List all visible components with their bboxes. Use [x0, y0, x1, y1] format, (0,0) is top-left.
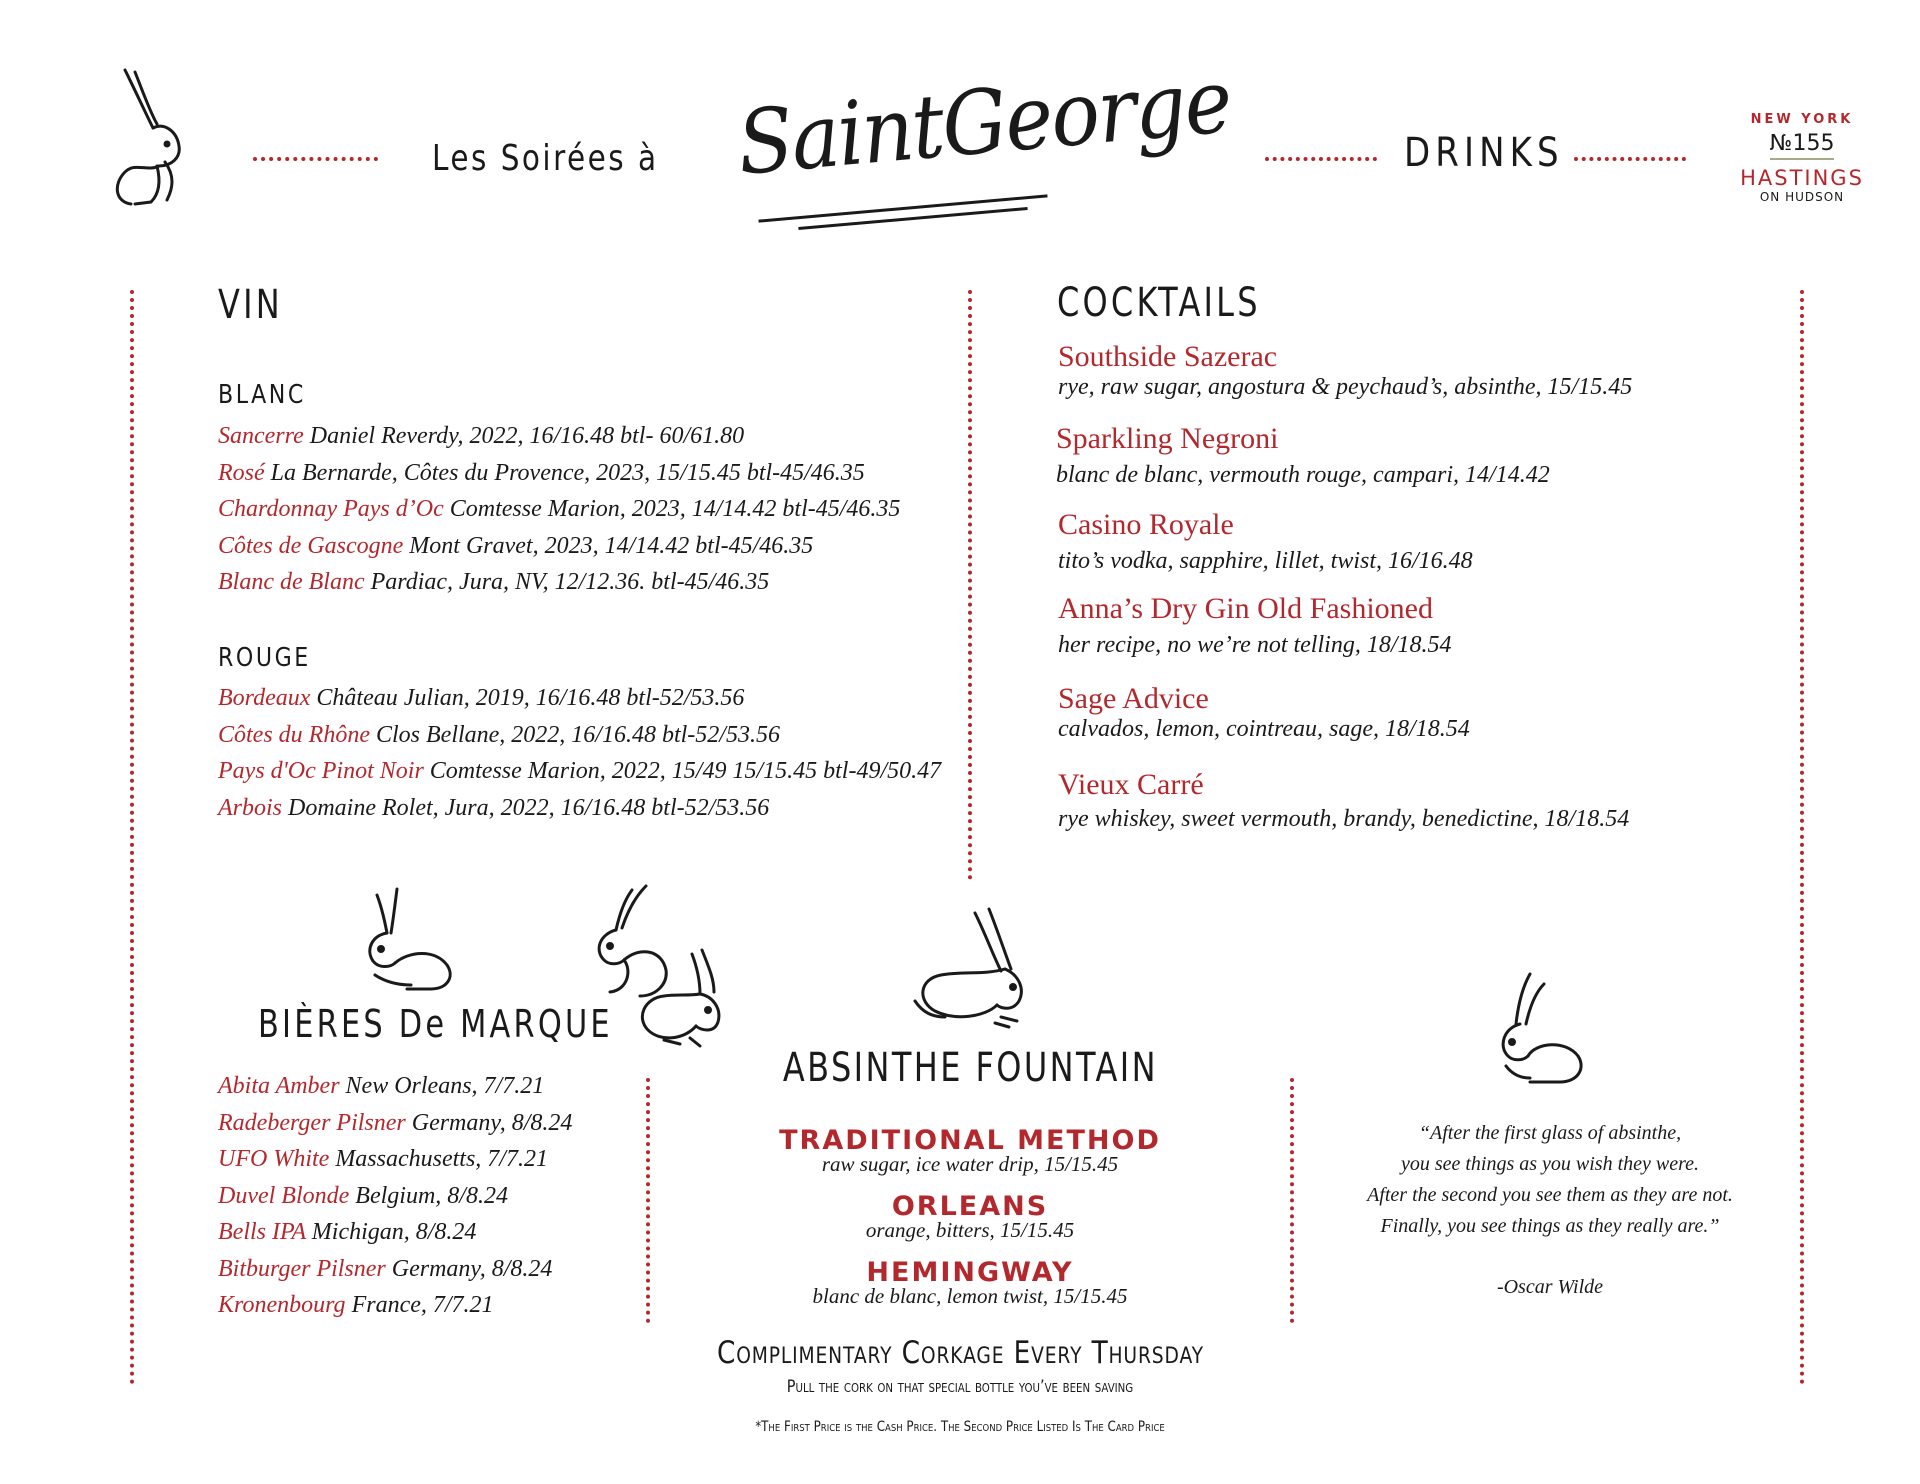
cocktail-item [1058, 682, 1470, 743]
badge-sub: ON HUDSON [1759, 190, 1845, 204]
cocktail-name: Vieux Carré [1058, 768, 1204, 801]
list-item [218, 1141, 572, 1178]
beer-name: Radeberger Pilsner [218, 1109, 406, 1136]
absinthe-desc: blanc de blanc, lemon twist, 15/15.45 [812, 1284, 1128, 1308]
wine-detail: Comtesse Marion, 2022, 15/49 15/15.45 btl-49/50.47 [429, 758, 942, 784]
quote-line: “After the first glass of absinthe, [1418, 1122, 1682, 1144]
list-item [218, 491, 900, 528]
absinthe-item [690, 1257, 1250, 1309]
badge-number: №155 [1770, 131, 1835, 160]
quote-line: you see things as you wish they were. [1400, 1153, 1700, 1175]
absinthe-desc: orange, bitters, 15/15.45 [865, 1218, 1075, 1242]
absinthe-item [690, 1125, 1250, 1177]
wine-detail: Mont Gravet, 2023, 14/14.42 btl-45/46.35 [409, 532, 814, 559]
wine-name: Pays d'Oc Pinot Noir [218, 758, 424, 784]
list-item [218, 1068, 572, 1105]
header-left-title: Les Soirées à [432, 138, 659, 179]
cocktails-title: COCKTAILS [1057, 280, 1261, 326]
wine-detail: La Bernarde, Côtes du Provence, 2023, 15/15.45 btl-45/46.35 [270, 459, 865, 486]
list-item [218, 455, 900, 492]
beer-detail: Belgium, 8/8.24 [355, 1182, 508, 1209]
rabbit-icon [355, 885, 460, 995]
quote-author: -Oscar Wilde [1496, 1276, 1604, 1298]
cocktail-desc: her recipe, no we’re not telling, 18/18.54 [1058, 632, 1452, 658]
corkage-title: Complimentary Corkage Every Thursday [716, 1335, 1204, 1371]
beer-detail: Germany, 8/8.24 [411, 1109, 573, 1136]
badge-city: HASTINGS [1740, 166, 1864, 190]
beer-detail: France, 7/7.21 [351, 1292, 494, 1318]
cocktail-name: Sage Advice [1058, 682, 1209, 715]
list-item [218, 418, 900, 455]
rabbit-icon [1490, 970, 1590, 1090]
rouge-title: ROUGE [218, 643, 311, 673]
cocktail-name: Sparkling Negroni [1056, 422, 1279, 455]
cocktail-desc: blanc de blanc, vermouth rouge, campari, 14/14.42 [1056, 462, 1550, 488]
list-item [218, 528, 900, 565]
blanc-title: BLANC [218, 380, 306, 410]
cocktail-desc: rye whiskey, sweet vermouth, brandy, benedictine, 18/18.54 [1058, 806, 1630, 832]
cocktail-desc: rye, raw sugar, angostura & peychaud’s, absinthe, 15/15.45 [1058, 374, 1633, 400]
beer-name: Abita Amber [218, 1073, 340, 1099]
cocktail-name: Anna’s Dry Gin Old Fashioned [1058, 592, 1433, 625]
wine-detail: Pardiac, Jura, NV, 12/12.36. btl-45/46.35 [370, 569, 770, 595]
blanc-list [218, 418, 900, 601]
beer-detail: Germany, 8/8.24 [391, 1255, 553, 1282]
list-item [218, 1287, 572, 1324]
list-item [218, 1214, 572, 1251]
price-note: *The First Price is the Cash Price. The Second Price Listed Is The Card Price [755, 1419, 1165, 1435]
rabbit-icon [905, 905, 1035, 1030]
beer-detail: Michigan, 8/8.24 [311, 1219, 477, 1245]
vin-title: VIN [218, 282, 283, 328]
footer [560, 1335, 1360, 1435]
corkage-subtitle: Pull the cork on that special bottle you’ve been saving [786, 1377, 1134, 1397]
wine-name: Côtes du Rhône [218, 721, 370, 748]
absinthe-name: TRADITIONAL METHOD [779, 1125, 1161, 1156]
wine-name: Sancerre [218, 423, 304, 449]
rouge-list [218, 680, 941, 826]
list-item [218, 1105, 572, 1142]
absinthe-name: HEMINGWAY [866, 1257, 1074, 1288]
logo-text: SaintGeorge [733, 49, 1235, 195]
beer-name: Bells IPA [218, 1219, 306, 1245]
absinthe-item [690, 1191, 1250, 1243]
list-item [218, 717, 941, 754]
beer-detail: New Orleans, 7/7.21 [345, 1073, 545, 1099]
absinthe-desc: raw sugar, ice water drip, 15/15.45 [821, 1152, 1119, 1176]
cocktail-desc: tito’s vodka, sapphire, lillet, twist, 16/16.48 [1058, 548, 1473, 574]
beers-title: BIÈRES De MARQUE [258, 1002, 613, 1046]
wine-name: Rosé [218, 459, 265, 486]
wine-detail: Daniel Reverdy, 2022, 16/16.48 btl- 60/61.80 [309, 423, 745, 449]
list-item [218, 753, 941, 790]
quote-line: After the second you see them as they are not. [1367, 1184, 1733, 1206]
location-badge [1732, 112, 1872, 204]
badge-top: NEW YORK [1750, 112, 1854, 127]
list-item [218, 790, 941, 827]
quote-block [1330, 1118, 1770, 1303]
wine-detail: Clos Bellane, 2022, 16/16.48 btl-52/53.56 [375, 721, 780, 748]
list-item [218, 1251, 572, 1288]
list-item [218, 564, 900, 601]
wine-detail: Domaine Rolet, Jura, 2022, 16/16.48 btl-52/53.56 [288, 794, 770, 821]
cocktail-item [1058, 508, 1473, 575]
wine-name: Chardonnay Pays d’Oc [218, 496, 444, 522]
cocktail-desc: calvados, lemon, cointreau, sage, 18/18.54 [1058, 716, 1470, 742]
header-right-title: DRINKS [1404, 130, 1564, 176]
beer-name: Duvel Blonde [218, 1182, 350, 1209]
rabbit-icon [95, 62, 205, 212]
absinthe-title: ABSINTHE FOUNTAIN [782, 1045, 1158, 1091]
saint-george-logo [733, 49, 1235, 232]
wine-name: Bordeaux [218, 685, 311, 711]
list-item [218, 1178, 572, 1215]
cocktail-name: Southside Sazerac [1058, 340, 1278, 373]
cocktail-item [1058, 768, 1629, 833]
wine-name: Blanc de Blanc [218, 569, 365, 595]
absinthe-name: ORLEANS [891, 1191, 1049, 1222]
cocktail-item [1058, 592, 1451, 659]
cocktail-name: Casino Royale [1058, 508, 1234, 541]
cocktail-item [1056, 422, 1550, 489]
beer-name: Kronenbourg [218, 1292, 346, 1318]
beer-detail: Massachusetts, 7/7.21 [335, 1146, 548, 1172]
quote-line: Finally, you see things as they really are.” [1380, 1215, 1720, 1237]
beer-name: Bitburger Pilsner [218, 1255, 386, 1282]
cocktail-item [1058, 340, 1632, 401]
list-item [218, 680, 941, 717]
beer-name: UFO White [218, 1146, 330, 1172]
wine-detail: Château Julian, 2019, 16/16.48 btl-52/53.56 [316, 685, 745, 711]
absinthe-section [690, 1045, 1250, 1091]
beer-list [218, 1068, 572, 1324]
wine-name: Côtes de Gascogne [218, 532, 404, 559]
wine-name: Arbois [218, 794, 283, 821]
wine-detail: Comtesse Marion, 2023, 14/14.42 btl-45/46.35 [449, 496, 901, 522]
